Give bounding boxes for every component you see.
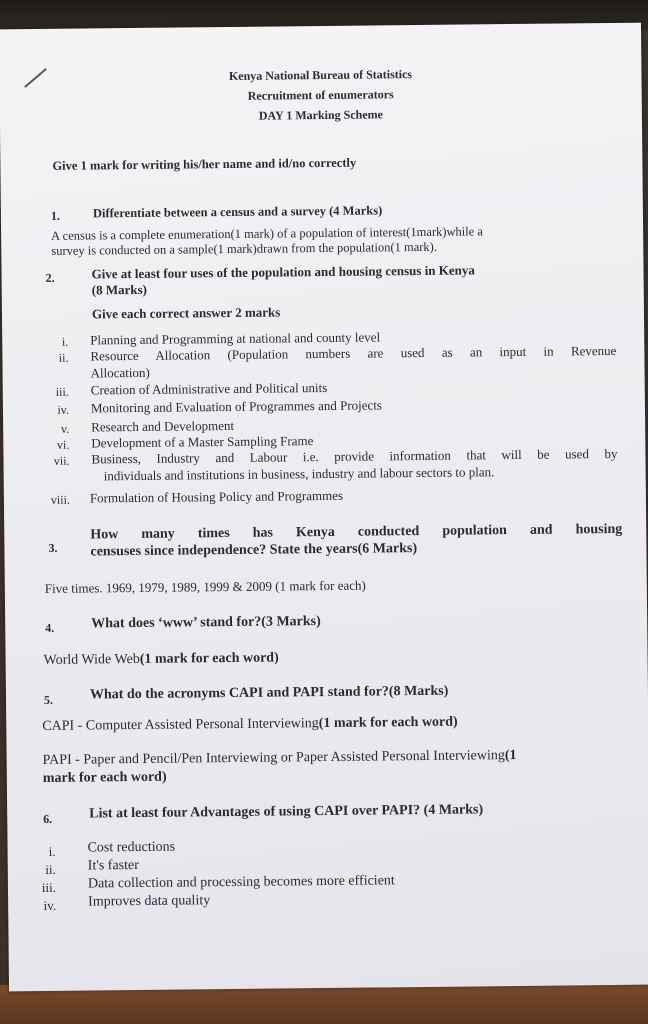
q2-item-numeral: vi. (56, 437, 70, 452)
q5-capi-text: CAPI - Computer Assisted Personal Interviewing (42, 716, 319, 734)
q2-item-numeral: v. (60, 421, 70, 436)
q5-question: What do the acronyms CAPI and PAPI stand for?(8 Marks) (89, 683, 449, 703)
q2-item-text: Planning and Programming at national and county level (90, 329, 381, 348)
q3-number: 3. (48, 540, 58, 555)
q5-papi-marks-continued: mark for each word) (42, 769, 167, 786)
q4-number: 4. (45, 620, 55, 635)
q2-item-text: Development of a Master Sampling Frame (91, 433, 314, 451)
q2-item-text: Resource Allocation (Population numbers are used as an input in Revenue (90, 342, 617, 364)
q2-instruction: Give each correct answer 2 marks (91, 304, 281, 322)
header-org: Kenya National Bureau of Statistics (228, 67, 413, 83)
q1-answer-line2: survey is conducted on a sample(1 mark)drawn from the population(1 mark). (51, 239, 438, 258)
q2-item-text: Business, Industry and Labour i.e. provide information that will be used by (91, 445, 618, 467)
marking-scheme-page (0, 23, 648, 992)
q6-item-numeral: i. (48, 843, 56, 859)
q2-item-text-continued: individuals and institutions in business, industry and labour sectors to plan. (103, 464, 495, 484)
q2-item-text: Research and Development (91, 417, 235, 435)
header-title: Recruitment of enumerators (247, 87, 394, 103)
q5-papi-text: PAPI - Paper and Pencil/Pen Interviewing or Paper Assisted Personal Interviewing (42, 748, 505, 768)
q2-item-numeral: iv. (57, 402, 70, 417)
q3-question-line2: censuses since independence? State the years(6 Marks) (90, 541, 418, 560)
q2-item-numeral: viii. (50, 492, 70, 507)
q6-item-text: Cost reductions (87, 839, 176, 856)
q6-item-text: Data collection and processing becomes more efficient (87, 873, 395, 892)
q5-capi-answer (42, 715, 458, 735)
q2-item-text: Creation of Administrative and Political units (90, 379, 328, 398)
q4-answer (44, 650, 279, 668)
q4-question: What does ‘www’ stand for?(3 Marks) (91, 614, 321, 632)
q6-item-text: It's faster (87, 857, 139, 874)
q3-question-line1: How many times has Kenya conducted population and housing (90, 521, 623, 543)
q2-item-text: Monitoring and Evaluation of Programmes and Projects (90, 397, 383, 416)
q1-answer-line1: A census is a complete enumeration(1 mark) of a population of interest(1mark)while a (51, 224, 484, 243)
header-subtitle: DAY 1 Marking Scheme (258, 107, 384, 123)
q2-item-numeral: vii. (53, 453, 70, 468)
q6-item-numeral: ii. (45, 861, 56, 877)
q6-question: List at least four Advantages of using CAPI over PAPI? (4 Marks) (89, 802, 484, 822)
q5-papi-answer (43, 748, 517, 769)
q5-capi-marks: (1 mark for each word) (318, 714, 458, 732)
q3-answer: Five times. 1969, 1979, 1989, 1999 & 2009 (1 mark for each) (44, 577, 366, 596)
q5-number: 5. (43, 692, 54, 707)
q2-item-numeral: iii. (55, 384, 69, 399)
q2-question-line2: (8 Marks) (91, 281, 148, 298)
background-table (0, 985, 648, 1024)
q4-answer-marks: (1 mark for each word) (139, 650, 279, 667)
q2-item-text-continued: Allocation) (90, 364, 150, 381)
q2-item-numeral: ii. (58, 350, 69, 365)
q4-answer-text: World Wide Web (43, 651, 140, 668)
q1-question: Differentiate between a census and a survey (4 Marks) (92, 203, 383, 221)
q6-item-numeral: iii. (41, 879, 57, 895)
q5-papi-marks: (1 (504, 748, 517, 764)
q2-item-text: Formulation of Housing Policy and Programmes (89, 487, 344, 506)
q6-item-text: Improves data quality (88, 893, 211, 910)
q2-number: 2. (45, 270, 55, 285)
q2-item-numeral: i. (61, 334, 69, 349)
intro-instruction: Give 1 mark for writing his/her name and id/no correctly (52, 155, 357, 173)
q1-number: 1. (50, 208, 61, 223)
q6-number: 6. (43, 811, 53, 826)
q6-item-numeral: iv. (43, 897, 57, 913)
q2-question-line1: Give at least four uses of the population and housing census in Kenya (91, 262, 475, 282)
